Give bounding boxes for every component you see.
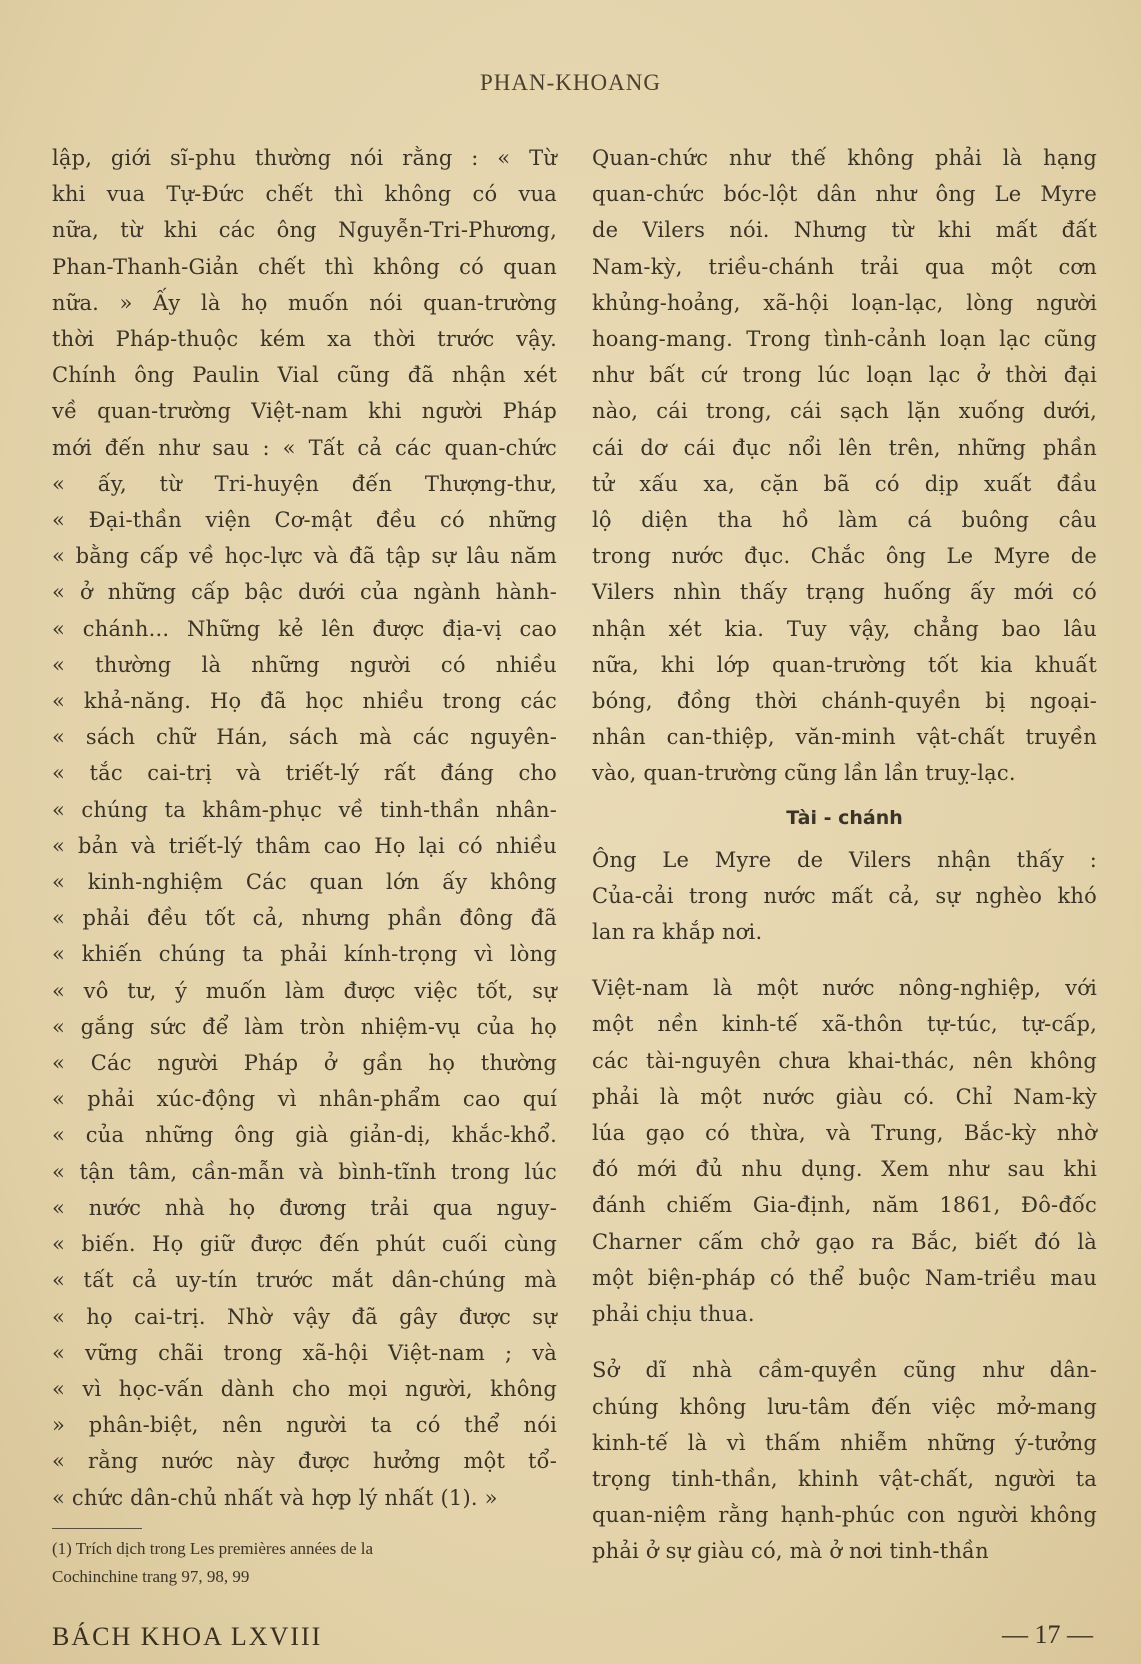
text-line: « Đại-thần viện Cơ-mật đều có những [52, 508, 557, 533]
footnote-line: (1) Trích dịch trong Les premières années de la [52, 1539, 374, 1558]
text-line: các tài-nguyên chưa khai-thác, nên không [592, 1048, 1097, 1073]
text-line: lúa gạo có thừa, và Trung, Bắc-kỳ nhờ [592, 1121, 1097, 1146]
text-line: « sách chữ Hán, sách mà các nguyên- [52, 725, 557, 750]
text-line: « tắc cai-trị và triết-lý rất đáng cho [52, 761, 557, 786]
text-line: Chính ông Paulin Vial cũng đã nhận xét [52, 363, 557, 388]
text-line: một nền kinh-tế xã-thôn tự-túc, tự-cấp, [592, 1012, 1097, 1037]
text-line: « phải xúc-động vì nhân-phẩm cao quí [52, 1087, 557, 1112]
text-line: nữa, khi lớp quan-trường tốt kia khuất [592, 652, 1097, 677]
text-line: phải là một nước giàu có. Chỉ Nam-kỳ [592, 1084, 1097, 1109]
text-line: quan-chức bóc-lột dân như ông Le Myre [592, 182, 1097, 207]
text-line: « chức dân-chủ nhất và hợp lý nhất (1). » [52, 1485, 498, 1510]
text-line: « gắng sức để làm tròn nhiệm-vụ của họ [52, 1014, 557, 1039]
text-line: « nước nhà họ đương trải qua nguy- [52, 1195, 557, 1220]
text-line: Việt-nam là một nước nông-nghiệp, với [592, 976, 1097, 1001]
text-line: nữa, từ khi các ông Nguyễn-Tri-Phương, [52, 218, 557, 243]
text-line: bóng, đồng thời chánh-quyền bị ngoại- [592, 689, 1097, 714]
paragraph-1 [592, 140, 1097, 792]
text-line: « tất cả uy-tín trước mắt dân-chúng mà [52, 1268, 557, 1293]
text-line: « vững chãi trong xã-hội Việt-nam ; và [52, 1340, 557, 1365]
text-line: vào, quan-trường cũng lần lần truỵ-lạc. [592, 761, 1016, 786]
text-line: tử xấu xa, cặn bã có dịp xuất đầu [592, 471, 1097, 496]
text-line: trong nước đục. Chắc ông Le Myre de [592, 544, 1097, 569]
paragraph-2 [592, 842, 1097, 951]
text-line: đó mới đủ nhu dụng. Xem như sau khi [592, 1157, 1097, 1182]
left-column [52, 140, 557, 1516]
text-line: phải ở sự giàu có, mà ở nơi tinh-thần [592, 1539, 989, 1564]
text-line: « biến. Họ giữ được đến phút cuối cùng [52, 1232, 557, 1257]
footnote-line: Cochinchine trang 97, 98, 99 [52, 1567, 250, 1586]
text-line: Sở dĩ nhà cầm-quyền cũng như dân- [592, 1358, 1097, 1383]
text-line: « phải đều tốt cả, nhưng phần đông đã [52, 906, 557, 931]
text-line: Của-cải trong nước mất cả, sự nghèo khó [592, 883, 1097, 908]
text-line: Vilers nhìn thấy trạng huống ấy mới có [592, 580, 1097, 605]
text-line: quan-niệm rằng hạnh-phúc con người không [592, 1503, 1097, 1528]
text-line: « khả-năng. Họ đã học nhiều trong các [52, 689, 557, 714]
magazine-issue-label: BÁCH KHOA LXVIII [52, 1622, 323, 1651]
text-line: thời Pháp-thuộc kém xa thời trước vậy. [52, 327, 557, 352]
text-line: « khiến chúng ta phải kính-trọng vì lòng [52, 942, 557, 967]
text-line: một biện-pháp có thể buộc Nam-triều mau [592, 1265, 1097, 1290]
text-line: « vì học-vấn dành cho mọi người, không [52, 1376, 557, 1401]
text-line: « họ cai-trị. Nhờ vậy đã gây được sự [52, 1304, 557, 1329]
right-column [592, 140, 1097, 1570]
text-line: lan ra khắp nơi. [592, 920, 763, 945]
text-line: « thường là những người có nhiều [52, 652, 557, 677]
text-line: « của những ông già giản-dị, khắc-khổ. [52, 1123, 557, 1148]
text-line: Quan-chức như thế không phải là hạng [592, 146, 1097, 170]
paragraph-4 [592, 1352, 1097, 1569]
text-line: nữa. » Ấy là họ muốn nói quan-trường [52, 290, 557, 315]
text-line: « ở những cấp bậc dưới của ngành hành- [52, 580, 557, 605]
text-line: phải chịu thua. [592, 1302, 755, 1327]
text-line: « kinh-nghiệm Các quan lớn ấy không [52, 870, 557, 895]
text-line: Nam-kỳ, triều-chánh trải qua một cơn [592, 254, 1097, 279]
text-line: « tận tâm, cần-mẫn và bình-tĩnh trong lúc [52, 1159, 557, 1184]
text-line: Charner cấm chở gạo ra Bắc, biết đó là [592, 1229, 1097, 1254]
text-line: nhân can-thiệp, văn-minh vật-chất truyền [592, 725, 1097, 750]
text-line: kinh-tế là vì thấm nhiễm những ý-tưởng [592, 1430, 1097, 1455]
text-line: » phân-biệt, nên người ta có thể nói [52, 1413, 557, 1438]
text-line: « rằng nước này được hưởng một tổ- [52, 1449, 557, 1474]
text-line: « bản và triết-lý thâm cao Họ lại có nhiều [52, 833, 557, 858]
section-heading: Tài - chánh [786, 806, 903, 829]
paragraph-3 [592, 970, 1097, 1332]
text-line: « bằng cấp về học-lực và đã tập sự lâu năm [52, 544, 557, 569]
text-line: Phan-Thanh-Giản chết thì không có quan [52, 254, 557, 279]
text-line: khi vua Tự-Đức chết thì không có vua [52, 182, 557, 207]
text-line: chúng không lưu-tâm đến việc mở-mang [592, 1394, 1097, 1419]
text-line: lập, giới sĩ-phu thường nói rằng : « Từ [52, 146, 557, 170]
text-line: cái dơ cái đục nổi lên trên, những phần [592, 435, 1097, 460]
text-line: Ông Le Myre de Vilers nhận thấy : [592, 847, 1097, 872]
running-header: PHAN-KHOANG [480, 70, 661, 95]
text-line: de Vilers nói. Nhưng từ khi mất đất [592, 218, 1097, 243]
text-line: về quan-trường Việt-nam khi người Pháp [52, 399, 557, 424]
footnote [52, 1535, 557, 1591]
text-line: « ấy, từ Tri-huyện đến Thượng-thư, [52, 471, 557, 496]
text-line: đánh chiếm Gia-định, năm 1861, Đô-đốc [592, 1193, 1097, 1218]
text-line: khủng-hoảng, xã-hội loạn-lạc, lòng người [592, 290, 1097, 315]
page-number: — 17 — [1002, 1620, 1093, 1649]
text-line: « Các người Pháp ở gần họ thường [52, 1051, 557, 1076]
text-line: « chánh... Những kẻ lên được địa-vị cao [52, 616, 557, 641]
text-line: trọng tinh-thần, khinh vật-chất, người ta [592, 1466, 1097, 1491]
text-line: « chúng ta khâm-phục về tinh-thần nhân- [52, 797, 557, 822]
text-line: nhận xét kia. Tuy vậy, chẳng bao lâu [592, 616, 1097, 641]
text-line: hoang-mang. Trong tình-cảnh loạn lạc cũng [592, 327, 1097, 352]
text-line: nào, cái trong, cái sạch lặn xuống dưới, [592, 399, 1097, 424]
text-line: « vô tư, ý muốn làm được việc tốt, sự [52, 978, 557, 1003]
text-line: như bất cứ trong lúc loạn lạc ở thời đại [592, 363, 1097, 388]
footnote-rule [52, 1528, 142, 1529]
text-line: mới đến như sau : « Tất cả các quan-chức [52, 435, 557, 460]
text-line: lộ diện tha hồ làm cá buông câu [592, 508, 1097, 533]
